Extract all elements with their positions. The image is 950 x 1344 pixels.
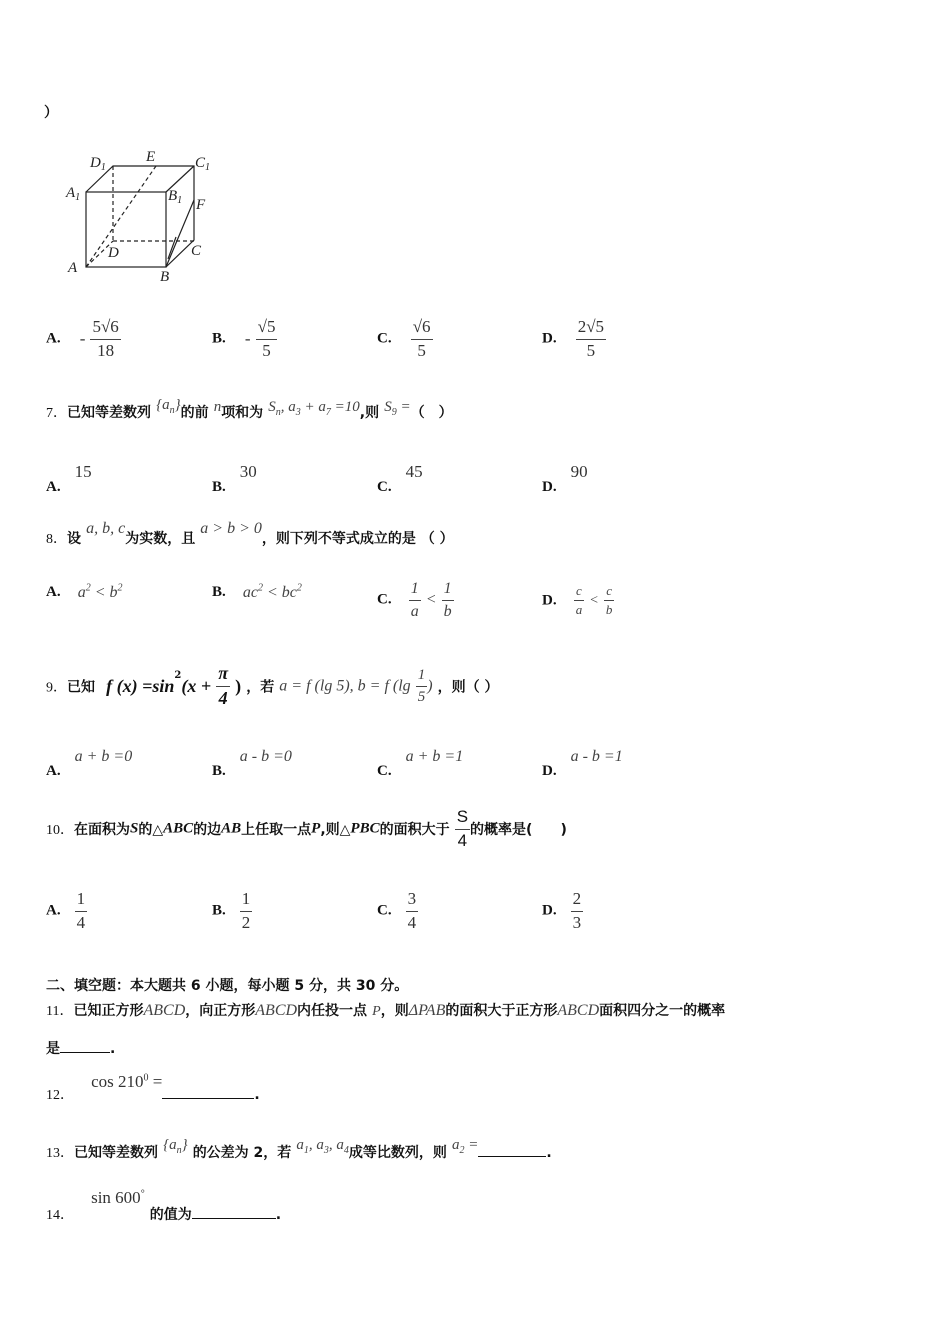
q11-answer-blank[interactable] bbox=[60, 1040, 110, 1053]
q7-option-a[interactable]: A.15 bbox=[46, 462, 92, 495]
label-b1: $B_1$ bbox=[168, 188, 183, 206]
q6-option-d[interactable]: D. $\frac{2√5}{5}$ bbox=[542, 317, 605, 360]
q9-option-a[interactable]: A.a + b =0 bbox=[46, 748, 133, 779]
label-e: E bbox=[146, 149, 156, 165]
label-d1: $D_1$ bbox=[90, 155, 106, 173]
q6-paren-close: ） bbox=[44, 105, 58, 121]
question-11-line1: 11．已知正方形ABCD，向正方形ABCD内任投一点 P，则ΔPAB的面积大于正方形ABCD面积四分之一的概率 bbox=[46, 1002, 726, 1019]
q8-option-d[interactable]: D. $\frac{c}{a}$ < $\frac{c}{b}$ bbox=[542, 583, 613, 618]
q10-option-c[interactable]: C. $\frac{3}{4}$ bbox=[377, 889, 417, 932]
q6-option-a[interactable]: A. - $\frac{5√6}{18}$ bbox=[46, 317, 119, 360]
q7-option-d[interactable]: D.90 bbox=[542, 462, 588, 495]
q8-option-c[interactable]: C. $\frac{1}{a}$ < $\frac{1}{b}$ bbox=[377, 580, 452, 620]
q10-option-a[interactable]: A. $\frac{1}{4}$ bbox=[46, 889, 86, 932]
label-f: F bbox=[196, 197, 206, 213]
label-c1: $C_1$ bbox=[195, 155, 211, 173]
segment-bf-mark bbox=[168, 237, 176, 259]
q7-option-b[interactable]: B.30 bbox=[212, 462, 257, 495]
label-d: D bbox=[108, 245, 119, 261]
question-7: 7．已知等差数列 $\{a_n\}$的前 n项和为 $S_n$, $a_3 + a_7 =10$,则 $S_9$ =（ ） bbox=[46, 397, 453, 421]
q9-option-b[interactable]: B.a - b =0 bbox=[212, 748, 292, 779]
question-14: 14． sin 600° 的值为 . bbox=[46, 1188, 282, 1223]
q6-option-c[interactable]: C. $\frac{√6}{5}$ bbox=[377, 317, 431, 360]
cube-figure bbox=[60, 145, 230, 285]
q8-option-b[interactable]: B. $ac^2 < bc^2$ bbox=[212, 582, 302, 602]
label-b: B bbox=[160, 269, 170, 285]
q10-option-d[interactable]: D. $\frac{2}{3}$ bbox=[542, 889, 582, 932]
segment-bf bbox=[166, 200, 194, 267]
question-8: 8．设 a, b, c为实数，且 a > b > 0，则下列不等式成立的是 （ ） bbox=[46, 520, 454, 547]
label-a: A bbox=[68, 260, 78, 276]
q6-option-b[interactable]: B. - $\frac{√5}{5}$ bbox=[212, 317, 276, 360]
q7-option-c[interactable]: C.45 bbox=[377, 462, 423, 495]
q10-option-b[interactable]: B. $\frac{1}{2}$ bbox=[212, 889, 251, 932]
question-12: 12． $\cos 210^0$ =. bbox=[46, 1072, 260, 1103]
q8-option-a[interactable]: A. $a^2 < b^2$ bbox=[46, 582, 123, 602]
label-a1: $A_1$ bbox=[66, 185, 81, 203]
question-10: 10．在面积为S的△ABC的边AB上任取一点P,则△PBC的面积大于 $\frac{S}{4}$ 的概率是( ) bbox=[46, 807, 567, 850]
section-2-heading: 二、填空题：本大题共 6 小题，每小题 5 分，共 30 分。 bbox=[46, 978, 409, 994]
q9-option-c[interactable]: C.a + b =1 bbox=[377, 748, 464, 779]
q13-answer-blank[interactable] bbox=[478, 1144, 546, 1157]
label-c: C bbox=[191, 243, 202, 259]
question-13: 13．已知等差数列 $\{a_n\}$ 的公差为 2，若 $a_1$, $a_3$, $a_4$成等比数列，则 $a_2$ = . bbox=[46, 1137, 552, 1161]
question-9: 9．已知 f $(x) =\sin^2(x$ + $\frac{\pi}{4}$ ) ，若 a = f (lg 5), b = f (lg $\frac{1}{5}$ ) ，则（ ） bbox=[46, 663, 499, 708]
question-11-line2: 是 . bbox=[46, 1041, 116, 1057]
q14-answer-blank[interactable] bbox=[192, 1206, 276, 1219]
q12-answer-blank[interactable] bbox=[162, 1086, 254, 1099]
q9-option-d[interactable]: D.a - b =1 bbox=[542, 748, 623, 779]
